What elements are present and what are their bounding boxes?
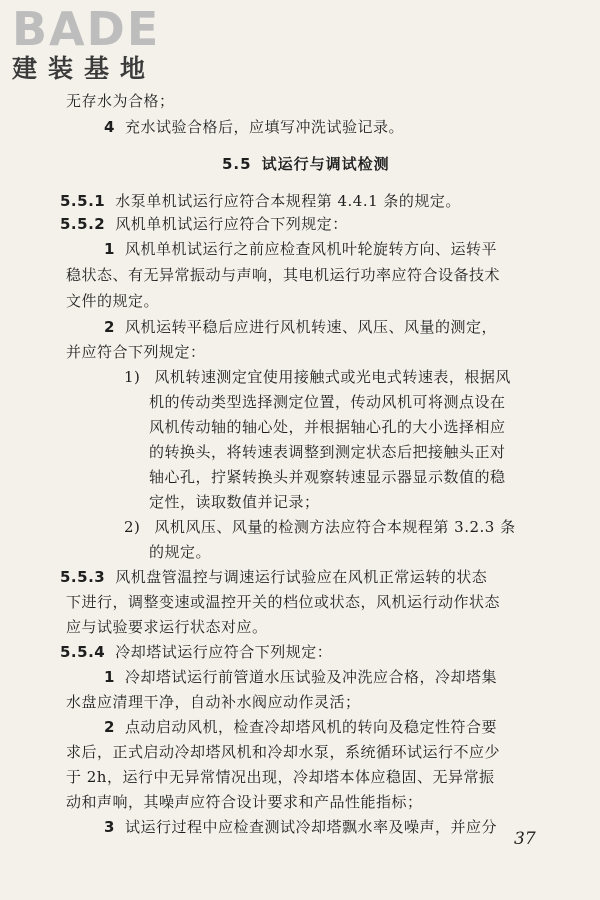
clause: 5.5.4 冷却塔试运行应符合下列规定： [60,643,333,661]
text-line: 文件的规定。 [66,292,160,310]
text-line: 轴心孔，拧紧转换头并观察转速显示器显示数值的稳 [149,468,506,486]
text-line: 风机传动轴的轴心处，并根据轴心孔的大小选择相应 [149,418,506,436]
text-line: 的规定。 [149,543,212,561]
text-line: 机的传动类型选择测定位置，传动风机可将测点设在 [149,393,506,411]
list-item: 2 风机运转平稳后应进行风机转速、风压、风量的测定， [104,318,497,336]
text-line: 于 2h，运行中无异常情况出现，冷却塔本体应稳固、无异常振 [66,768,495,786]
list-item: 1 风机单机试运行之前应检查风机叶轮旋转方向、运转平 [104,240,497,258]
text-line: 无存水为合格； [66,92,175,110]
text-line: 求后，正式启动冷却塔风机和冷却水泵，系统循环试运行不应少 [66,743,501,761]
text-line: 下进行，调整变速或温控开关的档位或状态，风机运行动作状态 [66,593,501,611]
sub-item: 2) 风机风压、风量的检测方法应符合本规程第 3.2.3 条 [124,518,516,536]
text-line: 动和声响，其噪声应符合设计要求和产品性能指标； [66,793,423,811]
clause: 5.5.1 水泵单机试运行应符合本规程第 4.4.1 条的规定。 [60,192,461,210]
text-line: 应与试验要求运行状态对应。 [66,618,268,636]
section-heading: 5.5 试运行与调试检测 [222,155,390,173]
list-item: 2 点动启动风机，检查冷却塔风机的转向及稳定性符合要 [104,718,497,736]
clause: 5.5.3 风机盘管温控与调速运行试验应在风机正常运转的状态 [60,568,488,586]
page-number: 37 [514,829,536,849]
sub-item: 1) 风机转速测定宜使用接触式或光电式转速表，根据风 [124,368,511,386]
text-line: 的转换头，将转速表调整到测定状态后把接触头正对 [149,443,506,461]
text-line: 并应符合下列规定： [66,343,206,361]
text-line: 定性，读取数值并记录； [149,493,320,511]
logo-chinese-text: 建装基地 [12,54,157,83]
list-item: 1 冷却塔试运行前管道水压试验及冲洗应合格，冷却塔集 [104,668,497,686]
clause: 5.5.2 风机单机试运行应符合下列规定： [60,215,348,233]
text-line: 水盘应清理干净，自动补水阀应动作灵活； [66,693,361,711]
logo-latin-text: BADE [12,2,161,56]
text-line: 稳状态、有无异常振动与声响，其电机运行功率应符合设备技术 [66,266,501,284]
list-item: 3 试运行过程中应检查测试冷却塔飘水率及噪声，并应分 [104,818,497,836]
list-item: 4 充水试验合格后，应填写冲洗试验记录。 [104,118,404,136]
